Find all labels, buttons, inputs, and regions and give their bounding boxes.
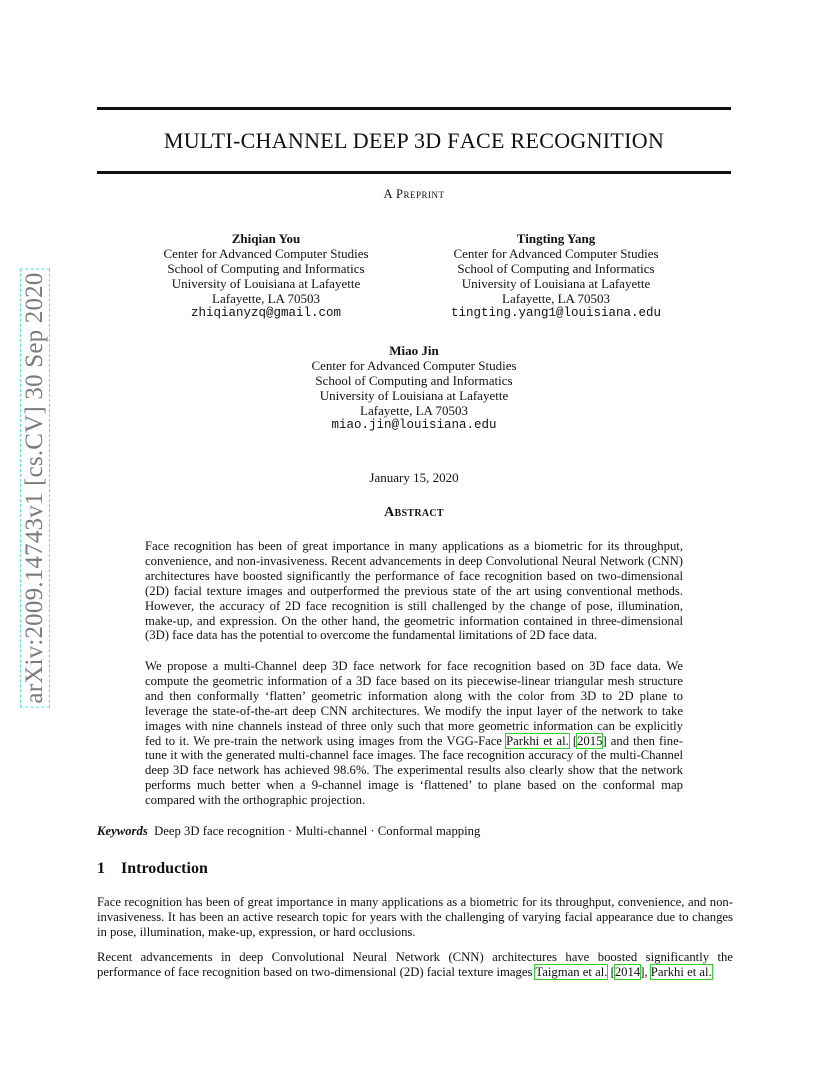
author-name: Miao Jin xyxy=(389,343,439,358)
intro-paragraph: Recent advancements in deep Convolutional Neural Network (CNN) architectures have boosted significantly the performance of face recognition based on two-dimensional (2D) facial texture images Taigman et al. [2014], Parkhi et al. xyxy=(97,950,733,979)
abstract-text: We propose a multi-Channel deep 3D face network for face recognition based on 3D face data. We compute the geometric information of a 3D face based on its piecewise-linear triangular mesh structure and then conformally ‘flatten’ geometric information along with the color from 3D to 2D plane to leverage the state-of-the-art deep CNN architectures. We modify the input layer of the network to take images with nine channels instead of three only such that more geometric information can be explicitly fed to it. We pre-train the network using images from the VGG-Face xyxy=(145,659,683,748)
paper-title xyxy=(97,128,731,154)
author-affiliation: School of Computing and Informatics xyxy=(457,261,655,276)
citation-link[interactable]: 2015 xyxy=(577,733,603,748)
author-affiliation: University of Louisiana at Lafayette xyxy=(171,276,361,291)
citation-link[interactable]: Parkhi et al. xyxy=(506,733,569,748)
intro-text: , xyxy=(644,964,651,979)
author-affiliation: Center for Advanced Computer Studies xyxy=(163,246,369,261)
author-affiliation: University of Louisiana at Lafayette xyxy=(461,276,651,291)
author-block xyxy=(289,343,539,433)
author-affiliation: University of Louisiana at Lafayette xyxy=(319,388,509,403)
citation-link[interactable]: Taigman et al. xyxy=(535,964,608,979)
author-block xyxy=(141,231,391,321)
author-email[interactable]: miao.jin@louisiana.edu xyxy=(331,418,497,432)
keywords-label: Keywords xyxy=(97,824,148,838)
author-email[interactable]: tingting.yang1@louisiana.edu xyxy=(450,306,662,320)
author-name: Zhiqian You xyxy=(231,231,301,246)
keywords-list: Deep 3D face recognition · Multi-channel · Conformal mapping xyxy=(154,824,481,838)
author-affiliation: School of Computing and Informatics xyxy=(315,373,513,388)
title-top-rule xyxy=(97,107,731,110)
abstract-paragraph: We propose a multi-Channel deep 3D face network for face recognition based on 3D face data. We compute the geometric information of a 3D face based on its piecewise-linear triangular mesh structure and then conformally ‘flatten’ geometric information along with the color from 3D to 2D plane to leverage the state-of-the-art deep CNN architectures. We modify the input layer of the network to take images with nine channels instead of three only such that more geometric information can be explicitly fed to it. We pre-train the network using images from the VGG-Face Parkhi et al. [2015] and then fine-tune it with the generated multi-channel face images. The face recognition accuracy of the multi-Channel deep 3D face network has achieved 98.6%. The experimental results also clearly show that the network performs much better when a 9-channel image is ‘flattened’ to plane based on the conformal map compared with the orthographic projection. xyxy=(145,659,683,808)
citation-link[interactable]: Parkhi et al. xyxy=(650,964,712,979)
title-part: EEP xyxy=(368,128,414,153)
author-affiliation: Center for Advanced Computer Studies xyxy=(311,358,517,373)
section-title: Introduction xyxy=(121,860,208,877)
intro-text: Recent advancements in deep Convolutional Neural Network (CNN) architectures have boosted significantly the performance of face recognition based on two-dimensional (2D) facial texture images xyxy=(97,950,733,979)
author-city: Lafayette, LA 70503 xyxy=(360,403,468,418)
title-part: 3D xyxy=(413,128,448,153)
author-block xyxy=(416,231,696,321)
paper-date: January 15, 2020 xyxy=(369,470,459,485)
keywords-line xyxy=(97,824,731,839)
section-number: 1 xyxy=(97,860,105,877)
author-affiliation: Center for Advanced Computer Studies xyxy=(453,246,659,261)
author-email[interactable]: zhiqianyzq@gmail.com xyxy=(190,306,342,320)
abstract-paragraph: Face recognition has been of great importance in many applications as a biometric for its throughput, convenience, and non-invasiveness. Recent advancements in deep Convolutional Neural Network (CNN) architectures have boosted significantly the performance of face recognition based on two-dimensional (2D) facial texture images and outperformed the previous state of the art using conventional methods. However, the accuracy of 2D face recognition is still challenged by the change of pose, illumination, make-up, and expression. On the other hand, the geometric information contained in three-dimensional (3D) face data has the potential to overcome the fundamental limitations of 2D face data. xyxy=(145,539,683,643)
title-part: D xyxy=(352,128,369,153)
section-heading xyxy=(97,860,208,878)
preprint-label: A Preprint xyxy=(383,187,445,201)
title-part: ECOGNITION xyxy=(525,128,665,153)
author-name: Tingting Yang xyxy=(516,231,596,246)
abstract-heading: Abstract xyxy=(384,505,444,520)
title-part: F xyxy=(447,128,460,153)
author-city: Lafayette, LA 70503 xyxy=(212,291,320,306)
title-part: R xyxy=(510,128,526,153)
title-part: ACE xyxy=(459,128,511,153)
author-city: Lafayette, LA 70503 xyxy=(502,291,610,306)
citation-link[interactable]: 2014 xyxy=(614,964,641,979)
title-part: ULTI-CHANNEL xyxy=(183,128,353,153)
intro-paragraph: Face recognition has been of great importance in many applications as a biometric for its throughput, convenience, and non-invasiveness. It has been an active research topic for years with the challenging of varying facial appearance due to changes in pose, illumination, make-up, expression, or hard occlusions. xyxy=(97,895,733,939)
arxiv-stamp-text[interactable]: arXiv:2009.14743v1 [cs.CV] 30 Sep 2020 xyxy=(20,268,50,707)
title-bottom-rule xyxy=(97,171,731,174)
abstract-text: and then fine-tune it with the generated multi-channel face images. The face recognition accuracy of the multi-Channel deep 3D face network has achieved 98.6%. The experimental results also clearly show that the network performs much better when a 9-channel image is ‘flattened’ to plane based on the conformal map compared with the orthographic projection. xyxy=(145,733,683,808)
arxiv-stamp xyxy=(20,258,50,718)
title-part: M xyxy=(163,128,184,153)
author-affiliation: School of Computing and Informatics xyxy=(167,261,365,276)
